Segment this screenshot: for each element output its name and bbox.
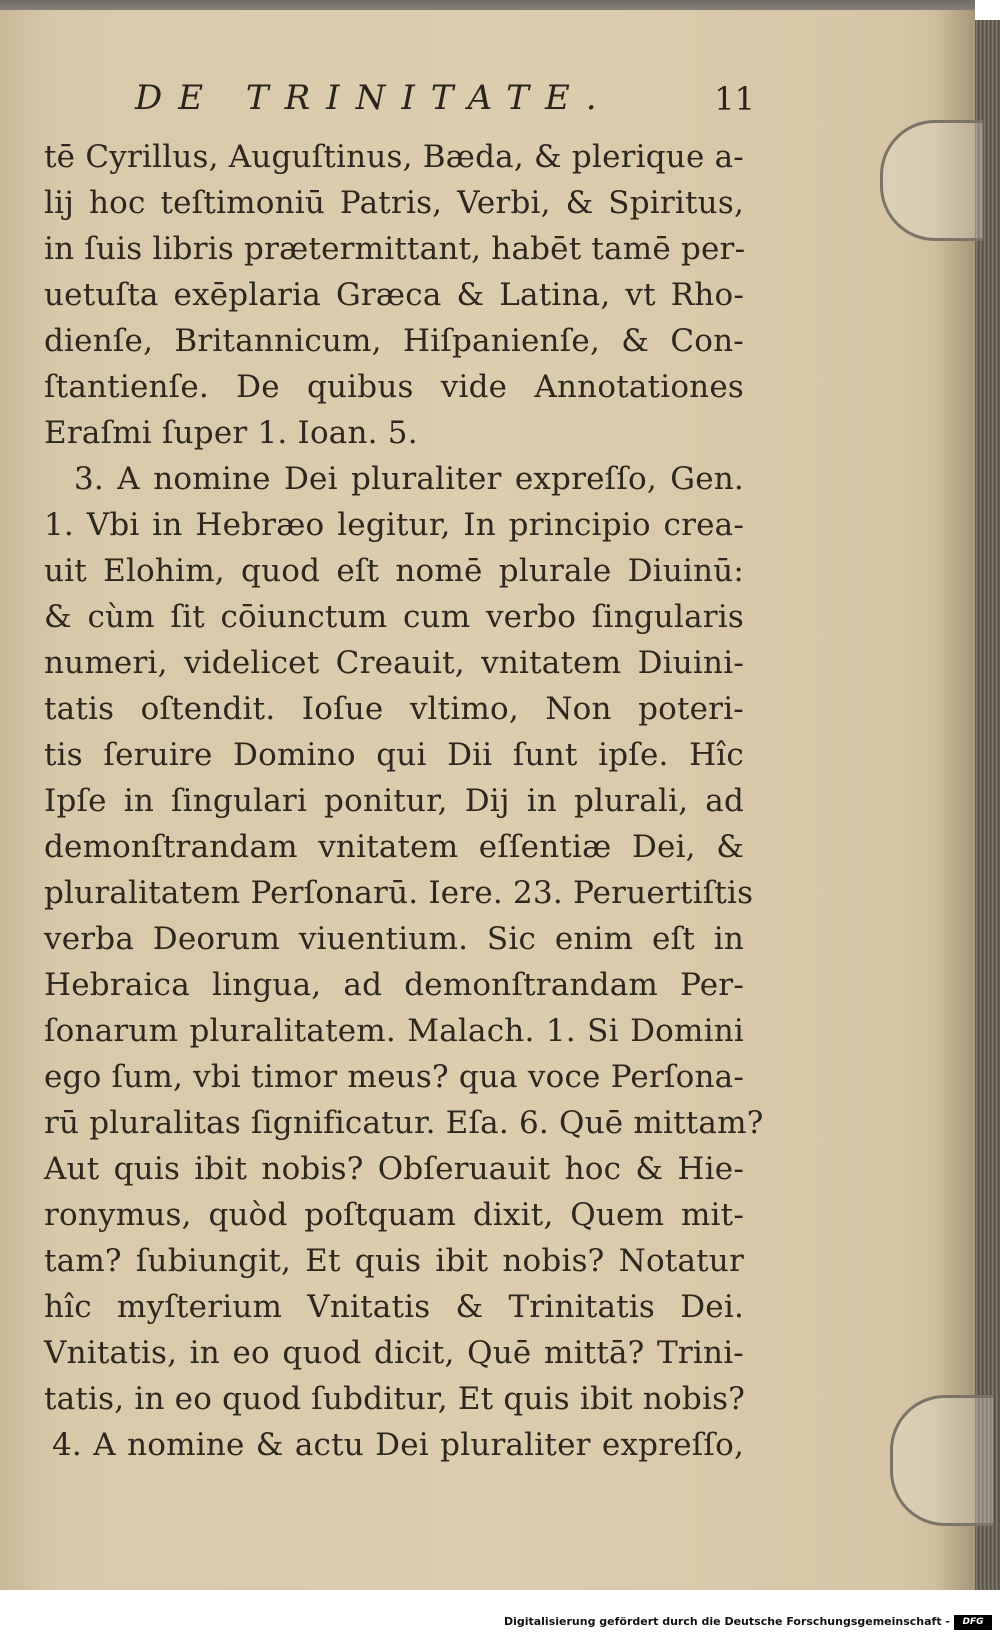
text-line: Ipſe in ſingulari ponitur, Dij in plurali, ad bbox=[44, 783, 744, 819]
text-line: 1. Vbi in Hebræo legitur, In principio crea- bbox=[44, 507, 744, 543]
book-page bbox=[0, 10, 975, 1590]
text-line: tē Cyrillus, Auguſtinus, Bæda, & plerique a- bbox=[44, 139, 744, 175]
page-block-edge bbox=[975, 20, 1000, 1590]
text-line: uit Elohim, quod eſt nomē plurale Diuinū: bbox=[44, 553, 744, 589]
text-line: ronymus, quòd poſtquam dixit, Quem mit- bbox=[44, 1197, 744, 1233]
body-text bbox=[44, 134, 764, 1468]
text-line: tatis, in eo quod ſubditur, Et quis ibit nobis? bbox=[44, 1381, 746, 1417]
text-line: Eraſmi ſuper 1. Ioan. 5. bbox=[44, 415, 418, 451]
text-line: tam? ſubiungit, Et quis ibit nobis? Notatur bbox=[44, 1243, 744, 1279]
text-line: Aut quis ibit nobis? Obſeruauit hoc & Hie- bbox=[44, 1151, 744, 1187]
text-line: demonſtrandam vnitatem eſſentiæ Dei, & bbox=[44, 829, 744, 865]
text-line: Vnitatis, in eo quod dicit, Quē mittā? Trini- bbox=[44, 1335, 744, 1371]
text-line: & cùm ſit cōiunctum cum verbo ſingularis bbox=[44, 599, 744, 635]
funding-credit: Digitalisierung gefördert durch die Deutsche Forschungsgemeinschaft - bbox=[503, 1615, 950, 1628]
book-clasp-top bbox=[880, 120, 983, 241]
page-gutter-shadow bbox=[935, 10, 975, 1590]
text-line: uetuſta exēplaria Græca & Latina, vt Rho- bbox=[44, 277, 744, 313]
text-line: tis ſeruire Domino qui Dii ſunt ipſe. Hîc bbox=[44, 737, 744, 773]
text-line: verba Deorum viuentium. Sic enim eſt in bbox=[44, 921, 744, 957]
text-line: tatis oſtendit. Ioſue vltimo, Non poteri- bbox=[44, 691, 744, 727]
text-line: ego ſum, vbi timor meus? qua voce Perſona- bbox=[44, 1059, 744, 1095]
text-line: pluralitatem Perſonarū. Iere. 23. Peruertiſtis bbox=[44, 875, 754, 911]
text-line: 3. A nomine Dei pluraliter expreſſo, Gen. bbox=[74, 461, 744, 497]
running-title: DE TRINITATE. bbox=[135, 78, 613, 118]
text-line: in ſuis libris prætermittant, habēt tamē per- bbox=[44, 231, 746, 267]
text-line: dienſe, Britannicum, Hiſpanienſe, & Con- bbox=[44, 323, 744, 359]
text-line: Hebraica lingua, ad demonſtrandam Per- bbox=[44, 967, 744, 1003]
text-line: 4. A nomine & actu Dei pluraliter expreſſo, bbox=[52, 1427, 744, 1463]
digitization-footer bbox=[0, 1612, 1000, 1633]
text-line: numeri, videlicet Creauit, vnitatem Diuini- bbox=[44, 645, 744, 681]
text-line: lij hoc teſtimoniū Patris, Verbi, & Spiritus, bbox=[44, 185, 744, 221]
page-number: 11 bbox=[714, 80, 755, 118]
text-line: rū pluralitas ſignificatur. Eſa. 6. Quē mittam? bbox=[44, 1105, 764, 1141]
text-line: hîc myſterium Vnitatis & Trinitatis Dei. bbox=[44, 1289, 744, 1325]
text-line: ſtantienſe. De quibus vide Annotationes bbox=[44, 369, 744, 405]
book-clasp-bottom bbox=[890, 1395, 993, 1526]
text-line: ſonarum pluralitatem. Malach. 1. Si Domini bbox=[44, 1013, 744, 1049]
dfg-logo: DFG bbox=[954, 1615, 992, 1630]
page-header bbox=[135, 70, 755, 130]
